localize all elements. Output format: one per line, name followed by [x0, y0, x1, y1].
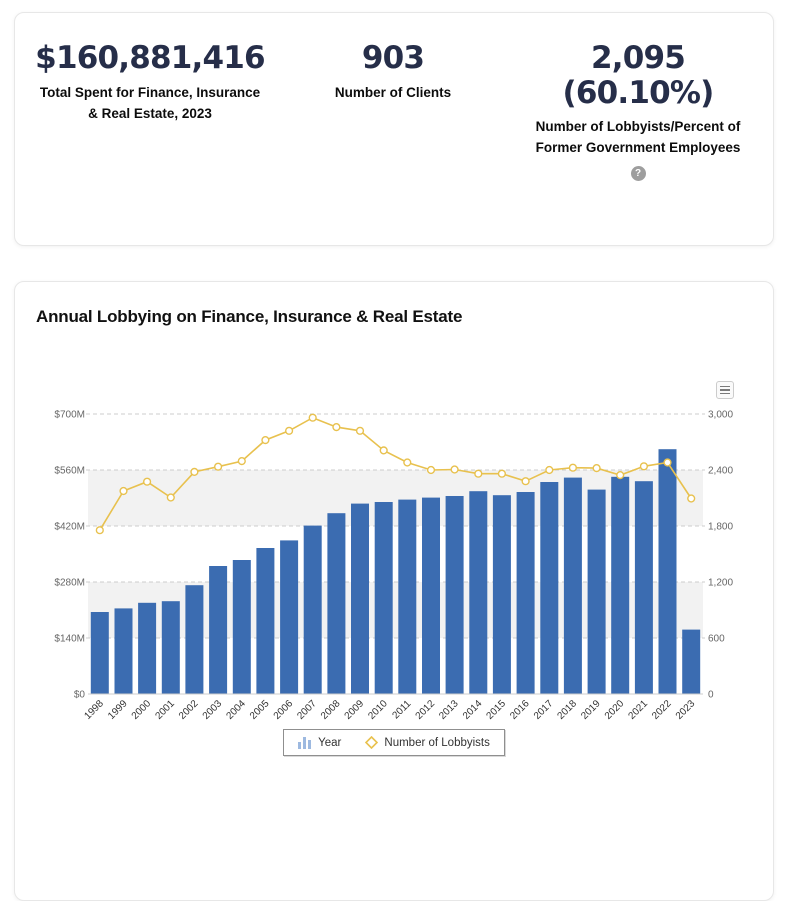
bar-2005[interactable]	[256, 548, 274, 694]
left-axis-label: $140M	[54, 633, 85, 645]
clients-value: 903	[361, 40, 425, 76]
plot-band	[88, 470, 703, 526]
bar-2014[interactable]	[469, 491, 487, 694]
x-axis-label-2022: 2022	[650, 698, 674, 722]
point-2018[interactable]	[570, 464, 577, 471]
lobbyists-percent-value: (60.10%)	[562, 74, 714, 111]
stat-total-spent	[15, 41, 285, 125]
point-2000[interactable]	[144, 478, 151, 485]
x-axis-label-2023: 2023	[673, 698, 698, 722]
chart-legend	[283, 729, 505, 756]
bar-2016[interactable]	[517, 492, 535, 694]
point-2007[interactable]	[309, 414, 316, 421]
annual-lobbying-chart-card	[14, 281, 774, 901]
clients-label: Number of Clients	[334, 84, 452, 100]
lobbyists-value: 2,095	[590, 40, 686, 76]
total-spent-value: $160,881,416	[35, 40, 265, 76]
bar-2021[interactable]	[635, 481, 653, 694]
bar-2017[interactable]	[540, 482, 558, 694]
summary-stats-card	[14, 12, 774, 246]
bar-2020[interactable]	[611, 477, 629, 694]
x-axis-label-2017: 2017	[531, 698, 556, 722]
x-axis-label-2006: 2006	[271, 698, 296, 722]
bar-2015[interactable]	[493, 495, 511, 694]
point-2014[interactable]	[475, 470, 482, 477]
bar-2001[interactable]	[162, 601, 180, 694]
bar-2006[interactable]	[280, 540, 298, 694]
bar-2003[interactable]	[209, 566, 227, 694]
point-2006[interactable]	[286, 427, 293, 434]
bar-2008[interactable]	[327, 513, 345, 694]
point-2003[interactable]	[215, 463, 222, 470]
point-2021[interactable]	[641, 463, 648, 470]
help-icon[interactable]: ?	[631, 166, 646, 181]
point-2023[interactable]	[688, 495, 695, 502]
point-2011[interactable]	[404, 459, 411, 466]
legend-item-number-of-lobbyists[interactable]	[365, 736, 489, 749]
bar-2004[interactable]	[233, 560, 251, 694]
right-axis-label: 3,000	[708, 409, 734, 421]
point-2001[interactable]	[167, 494, 174, 501]
bar-2013[interactable]	[446, 496, 464, 694]
bar-1999[interactable]	[115, 608, 133, 694]
plot-band	[88, 582, 703, 638]
point-2016[interactable]	[522, 478, 529, 485]
x-axis-label-2002: 2002	[177, 698, 201, 722]
bar-2012[interactable]	[422, 498, 440, 694]
point-2009[interactable]	[357, 427, 364, 434]
x-axis-label-2013: 2013	[437, 698, 461, 722]
x-axis-label-2008: 2008	[319, 698, 343, 722]
x-axis-label-2020: 2020	[602, 698, 627, 722]
bar-2019[interactable]	[588, 490, 606, 694]
right-axis-label: 1,200	[708, 577, 734, 589]
point-2012[interactable]	[428, 467, 435, 474]
lobbying-chart-svg	[15, 377, 773, 729]
left-axis-label: $0	[73, 689, 85, 701]
legend-label-lobbyists: Number of Lobbyists	[384, 736, 490, 749]
x-axis-label-2007: 2007	[295, 698, 319, 722]
x-axis-label-2021: 2021	[626, 698, 651, 722]
point-2017[interactable]	[546, 467, 553, 474]
x-axis-label-2016: 2016	[508, 698, 532, 722]
x-axis-label-2014: 2014	[460, 698, 485, 722]
x-axis-label-2019: 2019	[579, 698, 603, 722]
point-2004[interactable]	[238, 458, 245, 465]
bar-2022[interactable]	[659, 449, 677, 694]
total-spent-label-line2: & Real Estate, 2023	[88, 105, 212, 121]
point-2019[interactable]	[593, 465, 600, 472]
bar-2010[interactable]	[375, 502, 393, 694]
point-2008[interactable]	[333, 424, 340, 431]
diamond-series-icon	[365, 736, 378, 749]
point-2022[interactable]	[664, 459, 671, 466]
point-1998[interactable]	[96, 527, 103, 534]
x-axis-label-2003: 2003	[200, 698, 225, 722]
point-2013[interactable]	[451, 466, 458, 473]
right-axis-label: 600	[708, 633, 725, 645]
point-2015[interactable]	[499, 470, 506, 477]
left-axis-label: $560M	[54, 465, 85, 477]
x-axis-label-2009: 2009	[342, 698, 367, 722]
x-axis-label-2018: 2018	[555, 698, 580, 722]
stat-number-of-clients	[293, 41, 493, 104]
bar-2023[interactable]	[682, 630, 700, 694]
bar-2002[interactable]	[185, 585, 203, 694]
bar-2018[interactable]	[564, 478, 582, 694]
x-axis-label-1999: 1999	[106, 698, 130, 722]
legend-label-year: Year	[318, 736, 342, 749]
bar-1998[interactable]	[91, 612, 109, 694]
bar-2009[interactable]	[351, 504, 369, 694]
lobbyists-label-line2: Former Government Employees	[535, 140, 741, 156]
right-axis-label: 0	[708, 689, 714, 701]
x-axis-label-2004: 2004	[224, 698, 248, 722]
x-axis-label-2005: 2005	[248, 698, 272, 722]
right-axis-label: 1,800	[708, 521, 734, 533]
x-axis-label-2001: 2001	[153, 698, 177, 722]
chart-title: Annual Lobbying on Finance, Insurance & Real Estate	[36, 307, 463, 326]
lobbying-chart	[15, 377, 773, 729]
point-2020[interactable]	[617, 472, 624, 479]
lobbyists-label-line1: Number of Lobbyists/Percent of	[535, 119, 741, 135]
right-axis-label: 2,400	[708, 465, 734, 477]
column-series-icon	[298, 736, 312, 749]
x-axis-label-1998: 1998	[82, 698, 106, 722]
left-axis-label: $420M	[54, 521, 85, 533]
total-spent-label-line1: Total Spent for Finance, Insurance	[39, 84, 261, 100]
x-axis-label-2011: 2011	[390, 698, 414, 722]
bar-2011[interactable]	[398, 500, 416, 694]
left-axis-label: $700M	[54, 409, 85, 421]
x-axis-label-2015: 2015	[484, 698, 509, 722]
bar-2000[interactable]	[138, 603, 156, 694]
x-axis-label-2010: 2010	[366, 698, 390, 722]
point-1999[interactable]	[120, 488, 127, 495]
legend-item-year[interactable]	[298, 736, 341, 749]
x-axis-label-2000: 2000	[129, 698, 154, 722]
stat-number-of-lobbyists	[508, 41, 768, 181]
point-2002[interactable]	[191, 469, 198, 476]
point-2010[interactable]	[380, 447, 387, 454]
x-axis-label-2012: 2012	[413, 698, 438, 722]
left-axis-label: $280M	[54, 577, 85, 589]
point-2005[interactable]	[262, 437, 269, 444]
bar-2007[interactable]	[304, 526, 322, 694]
